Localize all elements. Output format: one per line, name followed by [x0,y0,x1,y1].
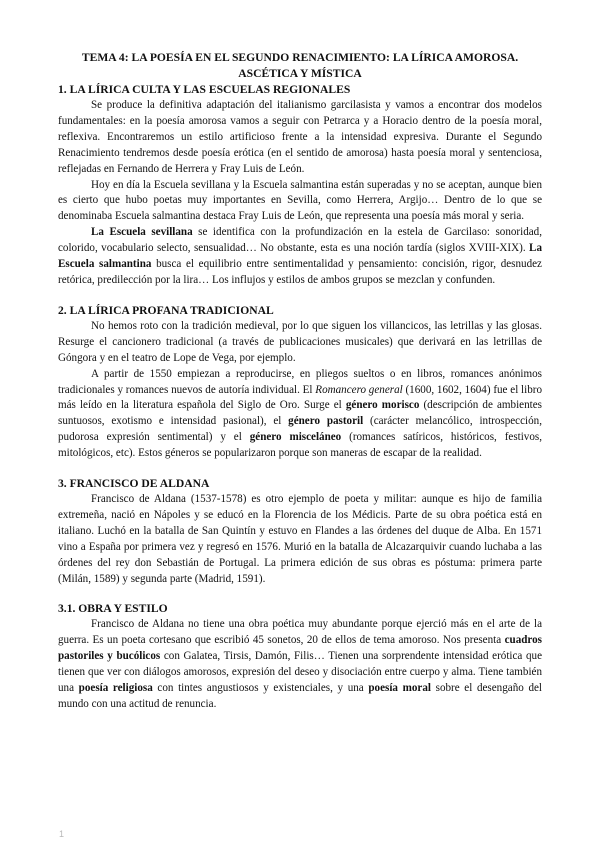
bold-cuadros-pastoriles: cuadros pastoriles y bucólicos [58,634,542,663]
spacer [58,462,542,476]
bold-poesia-moral: poesía moral [368,682,431,695]
spacer [58,587,542,601]
text-run: se identifica con la profundización en la estela de Garcilaso: sonoridad, colorido, vocabulario selecto, sensualidad… No obstante, esta es una noción tardía (siglos XVIII-XIX). [58,226,542,255]
section-1-paragraph-2: Hoy en día la Escuela sevillana y la Escuela salmantina están superadas y no se aceptan, aunque bien es cierto que hubo poetas muy importantes en Sevilla, como Herrera, Argijo… Dentro de lo que se denominaba Escuela salmantina destaca Fray Luis de León, que representa una poesía más moral y seria. [58,178,542,223]
text-run: (carácter melancólico, introspección, pudorosa expresión sentimental) y el [58,415,542,444]
section-3-1-heading: 3.1. OBRA Y ESTILO [58,602,168,616]
bold-escuela-salmantina: La Escuela salmantina [58,242,542,271]
text-run: con Galatea, Tirsis, Damón, Filis… Tienen una sorprendente intensidad erótica que tienen que ver con diálogos amorosos, expresión del deseo y disociación entre cuerpo y alma. Tiene también una [58,650,543,695]
bold-escuela-sevillana: La Escuela sevillana [91,226,193,239]
section-2-paragraph-1: No hemos roto con la tradición medieval, por lo que siguen los villancicos, las letrillas y las glosas. Resurge el cancionero tradicional (a través de publicaciones musicales) que derivará en las letrillas de Góngora y en el teatro de Lope de Vega, por ejemplo. [58,319,542,364]
page-number: 1 [59,829,65,839]
bold-genero-pastoril: género pastoril [288,415,364,428]
text-run: Francisco de Aldana no tiene una obra poética muy abundante porque ejerció más en el arte de la guerra. Es un poeta cortesano que escribió 45 sonetos, 20 de ellos de tema amoroso. Nos presenta [58,618,542,647]
text-run: (romances satíricos, históricos, festivos, mitológicos, etc). Estos géneros se popularizaron porque son maneras de escapar de la realidad. [58,431,542,460]
document-title: TEMA 4: LA POESÍA EN EL SEGUNDO RENACIMIENTO: LA LÍRICA AMOROSA. ASCÉTICA Y MÍSTICA [81,51,519,80]
text-run: (descripción de ambientes suntuosos, exotismo e intensidad pasional), el [58,399,542,428]
bold-genero-morisco: género morisco [345,399,420,412]
text-run: sobre el desengaño del mundo con una actitud de renuncia. [58,682,542,710]
bold-poesia-religiosa: poesía religiosa [78,682,153,695]
spacer [58,289,542,303]
section-1-paragraph-1: Se produce la definitiva adaptación del italianismo garcilasista y vamos a encontrar dos modelos fundamentales: en la poesía amorosa vamos a seguir con Petrarca y a Horacio dentro de la poesía moral, reflexiva. Encontraremos un estilo artificioso frente a la intensidad expresiva. Durante el Segundo Renacimiento tendremos desde poesía erótica (en el sentido de amorosa) hasta poesía moral y sentenciosa, reflejadas en Fernando de Herrera y Fray Luis de León. [58,99,542,175]
text-run: con tintes angustiosos y existenciales, y una [152,682,369,695]
section-3-heading: 3. FRANCISCO DE ALDANA [58,477,210,491]
text-run: (1600, 1602, 1604) fue el libro más leído en la literatura española del Siglo de Oro. Surge el [58,383,543,412]
section-3-1-paragraph-1 [58,617,542,712]
section-1-paragraph-3 [58,225,542,289]
section-3-paragraph-1: Francisco de Aldana (1537-1578) es otro ejemplo de poeta y militar: aunque es hijo de familia extremeña, nació en Nápoles y se educó en la Florencia de los Médicis. Parte de su obra poética está en italiano. Luchó en la batalla de San Quintín y estuvo en Flandes a las órdenes del duque de Alba. En 1571 vino a España por primera vez y regresó en 1576. Murió en la batalla de Alcazarquivir cuando luchaba a las órdenes del rey don Sebastián de Portugal. La primera edición de sus obras es póstuma: primera parte (Milán, 1589) y segunda parte (Madrid, 1591). [58,493,542,585]
text-run: A partir de 1550 empiezan a reproducirse, en pliegos sueltos o en libros, romances anónimos tradicionales y romances nuevos de autoría individual. El [58,367,542,396]
section-1-heading: 1. LA LÍRICA CULTA Y LAS ESCUELAS REGIONALES [58,83,351,96]
section-2-paragraph-2 [58,367,542,462]
document-body [58,50,542,713]
bold-genero-miscelaneo: género misceláneo [249,431,342,444]
text-run: busca el equilibrio entre sentimentalidad y pensamiento: concisión, rigor, desnudez retórica, predilección por la lira… Los influjos y estilos de ambos grupos se mezclan y confunden. [58,258,542,286]
italic-romancero-general: Romancero general [315,383,403,396]
section-2-heading: 2. LA LÍRICA PROFANA TRADICIONAL [58,303,274,317]
